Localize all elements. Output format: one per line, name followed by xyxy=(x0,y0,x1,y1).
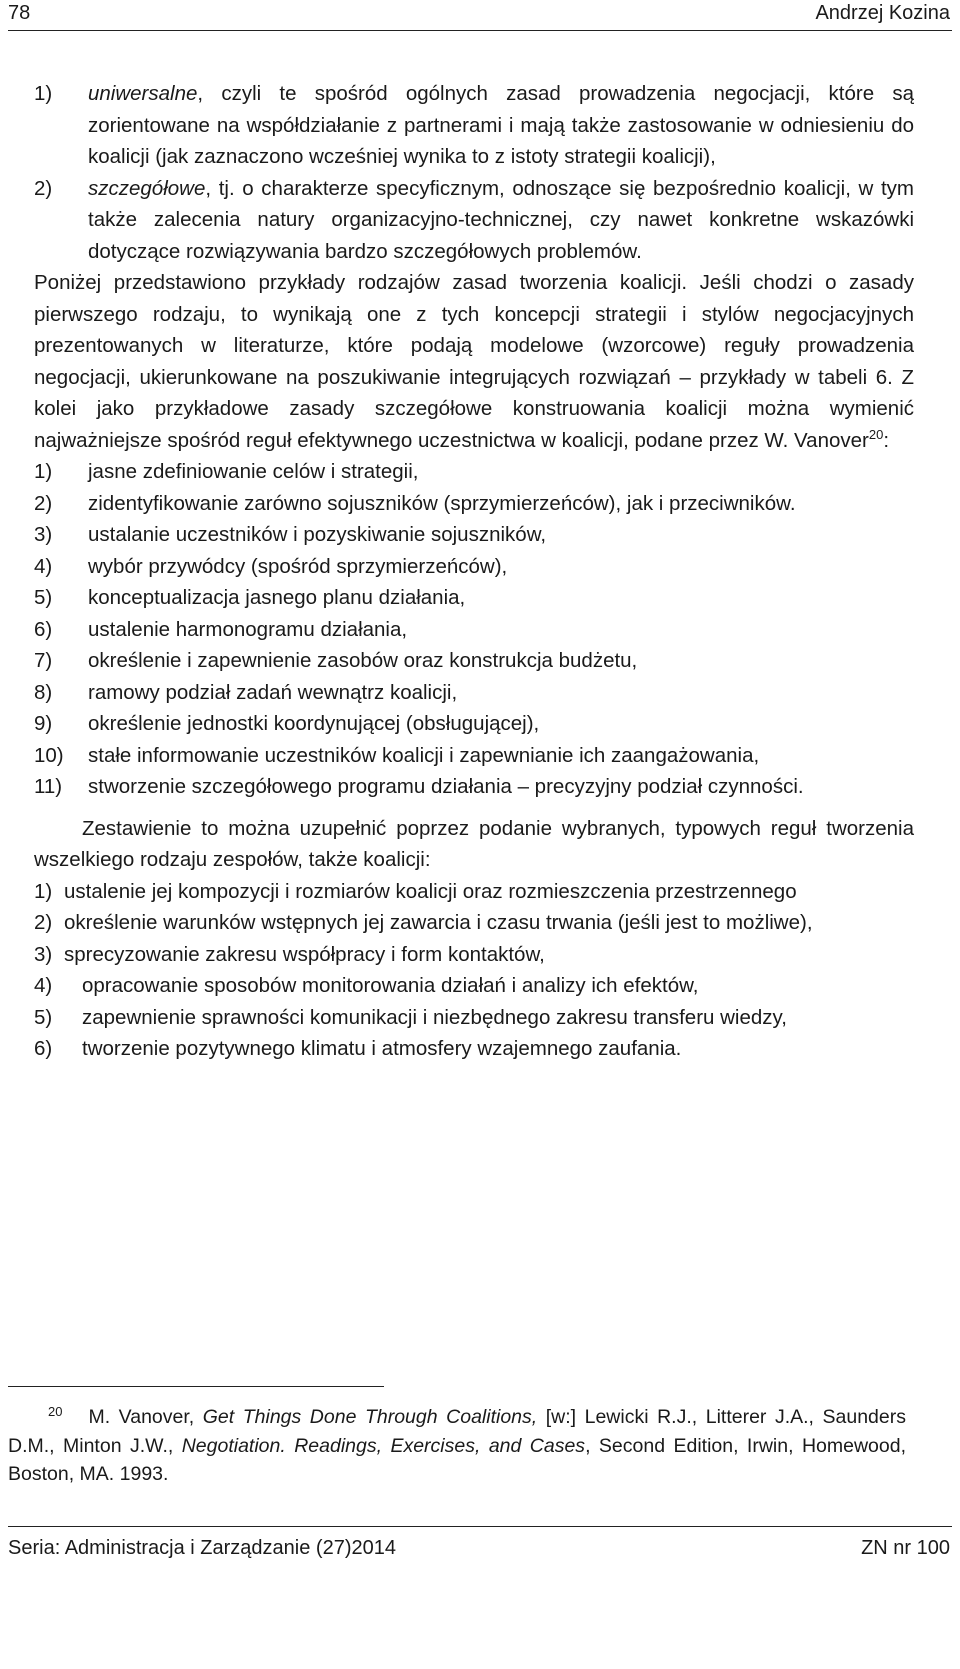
list-number: 9) xyxy=(34,712,53,735)
list-text: zidentyfikowanie zarówno sojuszników (sprzymierzeńców), jak i przeciwników. xyxy=(88,491,796,515)
list-text: opracowanie sposobów monitorowania działań i analizy ich efektów, xyxy=(82,974,699,997)
list-item xyxy=(34,740,914,772)
principle-term: szczegółowe xyxy=(88,176,206,200)
list-text: wybór przywódcy (spośród sprzymierzeńców), xyxy=(88,554,508,578)
list-item xyxy=(34,614,914,646)
list-number: 6) xyxy=(34,1037,53,1060)
list-number: 3) xyxy=(34,523,53,546)
list-number: 2) xyxy=(34,911,53,934)
list-number: 4) xyxy=(34,974,53,997)
footnote-reference[interactable]: 20 xyxy=(868,426,884,442)
list-number: 1) xyxy=(34,879,53,903)
list-text: jasne zdefiniowanie celów i strategii, xyxy=(88,460,419,483)
main-text xyxy=(34,78,914,1065)
list-item xyxy=(34,488,914,520)
list-item xyxy=(34,970,914,1002)
footnote-separator xyxy=(8,1386,384,1387)
list-item xyxy=(34,551,914,583)
list-text: zapewnienie sprawności komunikacji i niezbędnego zakresu transferu wiedzy, xyxy=(82,1005,787,1029)
issue-number: ZN nr 100 xyxy=(861,1537,950,1559)
list-number: 8) xyxy=(34,680,53,704)
footnote-title: Get Things Done Through Coalitions, xyxy=(202,1406,538,1428)
list-text: określenie jednostki koordynującej (obsługującej), xyxy=(88,712,540,735)
list-number: 2) xyxy=(34,491,53,515)
principle-text: , czyli te spośród ogólnych zasad prowadzenia negocjacji, które są zorientowane na współdziałanie z partnerami i mają także zastosowanie w odniesieniu do koalicji (jak zaznaczono wcześniej wynika to z istoty strategii koalicji), xyxy=(88,82,914,168)
list-text: tworzenie pozytywnego klimatu i atmosfery wzajemnego zaufania. xyxy=(82,1037,682,1060)
list-number: 10) xyxy=(34,743,64,767)
list-number: 5) xyxy=(34,586,53,609)
list-text: konceptualizacja jasnego planu działania, xyxy=(88,586,466,609)
list-text: ustalenie jej kompozycji i rozmiarów koalicji oraz rozmieszczenia przestrzennego xyxy=(64,879,797,903)
intro-paragraph xyxy=(34,267,914,456)
running-footer xyxy=(8,1526,952,1565)
list-text: ramowy podział zadań wewnątrz koalicji, xyxy=(88,680,458,704)
list-number: 7) xyxy=(34,649,53,672)
list-item xyxy=(34,1002,914,1034)
list-item xyxy=(34,907,914,939)
list-text: stałe informowanie uczestników koalicji i zapewnianie ich zaangażowania, xyxy=(88,743,760,767)
footnote-number: 20 xyxy=(48,1403,63,1419)
page-number: 78 xyxy=(8,2,31,24)
series-info: Seria: Administracja i Zarządzanie (27)2014 xyxy=(8,1537,396,1559)
list-number: 1) xyxy=(34,82,53,105)
footnote-text: , Second Edition, Irwin, Homewood, Boston, MA. 1993. xyxy=(8,1434,907,1485)
list-text: sprecyzowanie zakresu współpracy i form kontaktów, xyxy=(64,942,545,966)
list-number: 11) xyxy=(34,775,63,798)
footnote-text: M. Vanover, xyxy=(88,1406,203,1428)
footnote-book-title: Negotiation. Readings, Exercises, and Cases xyxy=(181,1434,586,1457)
list-text: stworzenie szczegółowego programu działania – precyzyjny podział czynności. xyxy=(88,775,804,798)
list-text: określenie i zapewnienie zasobów oraz konstrukcja budżetu, xyxy=(88,649,638,672)
running-header xyxy=(8,0,952,31)
running-author: Andrzej Kozina xyxy=(815,2,950,24)
list-text: określenie warunków wstępnych jej zawarcia i czasu trwania (jeśli jest to możliwe), xyxy=(64,911,813,934)
list-item xyxy=(34,1033,914,1065)
list-number: 4) xyxy=(34,554,53,578)
list-item xyxy=(34,645,914,677)
list-number: 3) xyxy=(34,942,53,966)
principle-text: , tj. o charakterze specyficznym, odnoszące się bezpośrednio koalicji, w tym także zalecenia natury organizacyjno-technicznej, czy nawet konkretne wskazówki dotyczące rozwiązywania bardzo szczegółowych problemów. xyxy=(88,176,914,263)
list-number: 5) xyxy=(34,1005,53,1029)
list-item xyxy=(34,582,914,614)
intro-colon: : xyxy=(883,428,890,452)
principle-item xyxy=(34,173,914,268)
footnote-text: [w:] Lewicki R.J., Litterer J.A., Saunders D.M., Minton J.W., xyxy=(8,1406,906,1457)
list-item xyxy=(34,771,914,803)
list-text: ustalenie harmonogramu działania, xyxy=(88,617,408,641)
principle-term: uniwersalne xyxy=(88,82,198,105)
list-item xyxy=(34,456,914,488)
list-item xyxy=(34,939,914,971)
intro-text: Poniżej przedstawiono przykłady rodzajów zasad tworzenia koalicji. Jeśli chodzi o zasady pierwszego rodzaju, to wynikają one z tych koncepcji strategii i stylów negocjacyjnych prezentowanych w literaturze, które podają modelowe (wzorcowe) reguły prowadzenia negocjacji, ukierunkowane na poszukiwanie integrujących rozwiązań – przykłady w tabeli 6. Z kolei jako przykładowe zasady szczegółowe konstruowania koalicji można wymienić najważniejsze spośród reguł efektywnego uczestnictwa w koalicji, podane przez W. Vanover xyxy=(34,271,914,452)
list-item xyxy=(34,519,914,551)
list-number: 6) xyxy=(34,617,53,641)
list-item xyxy=(34,876,914,908)
list-number: 2) xyxy=(34,176,53,200)
footnote xyxy=(8,1403,906,1489)
second-paragraph: Zestawienie to można uzupełnić poprzez podanie wybranych, typowych reguł tworzenia wszelkiego rodzaju zespołów, także koalicji: xyxy=(34,816,914,871)
list-text: ustalanie uczestników i pozyskiwanie sojuszników, xyxy=(88,523,547,546)
list-item xyxy=(34,708,914,740)
list-number: 1) xyxy=(34,460,53,483)
list-item xyxy=(34,677,914,709)
principle-item xyxy=(34,78,914,173)
